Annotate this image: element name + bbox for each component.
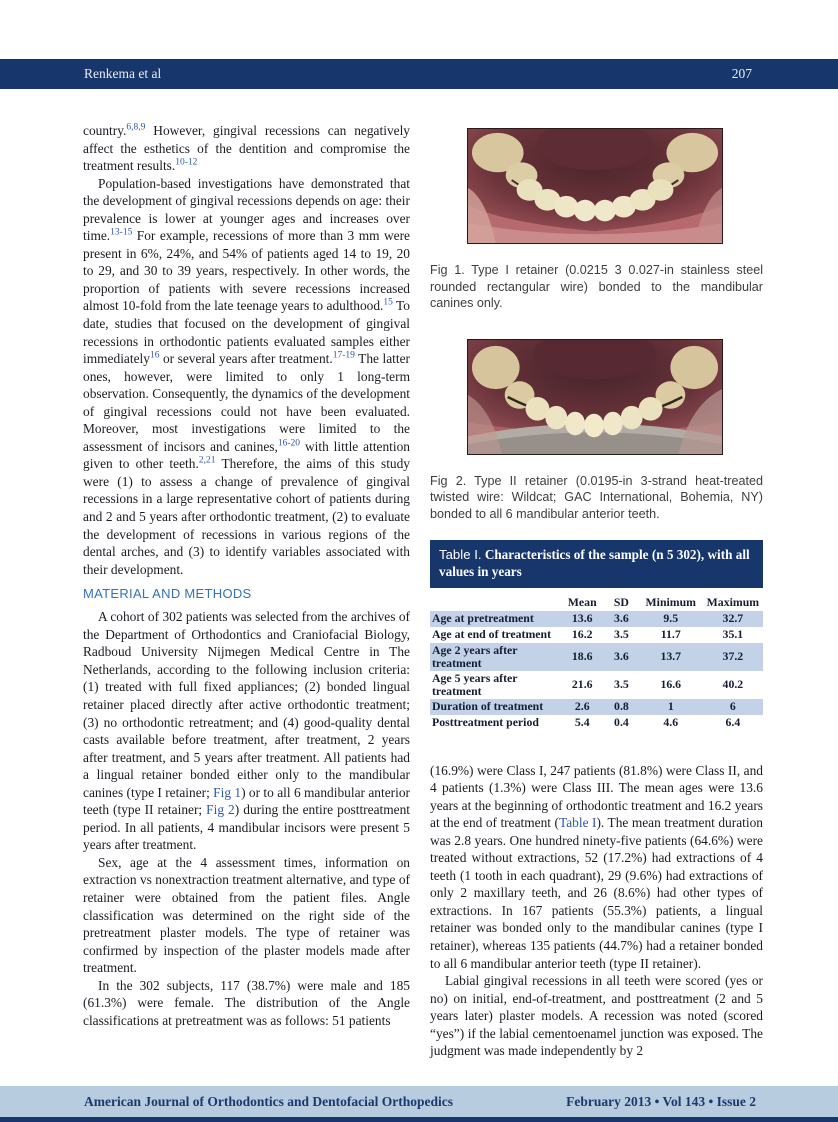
cell-value: 1 [667, 699, 674, 714]
cell-value: 0.8 [614, 699, 629, 714]
table-row [430, 627, 763, 643]
paragraph [430, 972, 763, 1060]
table-1-title-text: Characteristics of the sample (n 5 302), with all values in years [439, 546, 750, 580]
table-header-row [430, 595, 763, 611]
cell-value: 5.4 [574, 715, 590, 730]
column-header: Maximum [706, 595, 760, 610]
paragraph [430, 762, 763, 973]
cell-value: 40.2 [722, 677, 744, 692]
cell-value: 6 [729, 699, 736, 714]
paragraph [83, 175, 410, 579]
text-run: In the 302 subjects, 117 (38.7%) were male and 185 (61.3%) were female. The distribution of the Angle classifications at pretreatment was as follows: 51 patients [83, 977, 410, 1028]
row-label: Age at pretreatment [432, 611, 534, 626]
cell-value: 37.2 [722, 649, 744, 664]
cell-value: 11.7 [660, 627, 681, 642]
table-row [430, 611, 763, 627]
table-header-empty [430, 595, 560, 611]
cross-reference-link[interactable]: Table I [558, 815, 597, 831]
cell-value: 13.7 [660, 649, 682, 664]
table-row [430, 699, 763, 715]
text-run: However, gingival recessions can negatively affect the esthetics of the dentition and compromise the treatment results. [83, 123, 410, 174]
figure-2-label: Fig 2. [430, 473, 467, 488]
text-run: country. [83, 123, 127, 138]
table-1-title [430, 540, 763, 588]
methods-paragraphs [83, 608, 410, 1029]
table-row [430, 671, 763, 699]
cell-value: 21.6 [571, 677, 593, 692]
cell-value: 16.6 [660, 677, 682, 692]
text-run: ) or to all 6 mandibular anterior teeth (type II retainer; [83, 784, 410, 818]
intro-paragraphs [83, 122, 410, 578]
reference-link[interactable]: 6,8,9 [126, 122, 146, 133]
cross-reference-link[interactable]: Fig 1 [213, 784, 242, 800]
cell-value: 35.1 [722, 627, 744, 642]
cell-value: 2.6 [574, 699, 590, 714]
cell-value: 13.6 [571, 611, 593, 626]
table-1-label: Table I. [439, 546, 482, 562]
figure-1-label: Fig 1. [430, 263, 465, 277]
page-footer [0, 1086, 838, 1117]
paragraph [83, 122, 410, 175]
figure-2-caption [430, 473, 763, 523]
text-run: or several years after treatment. [159, 351, 333, 367]
row-label: Age 5 years after treatment [432, 670, 518, 698]
paragraph [83, 977, 410, 1030]
footer-rule [0, 1117, 838, 1122]
results-paragraphs [430, 762, 763, 1060]
reference-link[interactable]: 2,21 [198, 455, 216, 466]
cell-value: 0.4 [614, 715, 629, 730]
text-run: (16.9%) were Class I, 247 patients (81.8%) were Class II, and 4 patients (1.3%) were Class III. The mean ages were 13.6 years at the beginning of orthodontic treatment and 16.2 years at the end of treatment ( [430, 762, 763, 831]
column-header: Mean [567, 595, 597, 610]
table-1-grid [430, 595, 763, 731]
cell-value: 3.6 [614, 649, 629, 664]
cell-value: 4.6 [663, 715, 679, 730]
cell-value: 3.5 [614, 627, 629, 642]
paragraph [83, 854, 410, 977]
table-1 [430, 540, 763, 731]
right-column [430, 122, 763, 1060]
reference-link[interactable]: 13-15 [110, 227, 133, 238]
figure-1-caption [430, 262, 763, 312]
paragraph [83, 608, 410, 854]
text-run: ). The mean treatment duration was 2.8 years. One hundred ninety-five patients (64.6%) were treated without extractions, 52 (17.2%) had extractions of 4 teeth (1 tooth in each quadrant), 29 (9.6%) had extractions of only 2 maxillary teeth, and 26 (8.6%) had other types of extractions. In 167 patients (55.3%) patients, a lingual retainer was bonded only to the mandibular canines (type I retainer), whereas 135 patients (44.7%) had a retainer bonded to all 6 mandibular anterior teeth (type II retainer). [430, 815, 763, 971]
figure-1-caption-text: Type I retainer (0.0215 3 0.027-in stainless steel rounded rectangular wire) bonded to the mandibular canines only. [430, 263, 763, 311]
text-run: with little attention given to other teeth. [83, 438, 411, 472]
row-label: Duration of treatment [432, 699, 544, 714]
reference-link[interactable]: 17-19 [332, 350, 355, 361]
row-label: Age at end of treatment [432, 627, 552, 642]
figure-1-photo [467, 128, 723, 244]
text-run: Population-based investigations have demonstrated that the development of gingival recessions depends on age: their prevalence is lower at younger ages and increases over time. [83, 175, 410, 244]
running-head-author: Renkema et al [84, 66, 162, 81]
section-heading-material-and-methods: MATERIAL AND METHODS [83, 586, 252, 602]
cell-value: 9.5 [663, 611, 679, 626]
cross-reference-link[interactable]: Fig 2 [206, 802, 235, 818]
row-label: Age 2 years after treatment [432, 642, 518, 670]
table-row [430, 643, 763, 671]
text-run: To date, studies that focused on the development of gingival recessions in orthodontic patients evaluated samples either immediately [83, 298, 410, 367]
text-run: For example, recessions of more than 3 mm were present in 6%, 24%, and 54% of patients aged 14 to 19, 20 to 29, and 30 to 39 years, respectively. In other words, the proportion of patients with severe recessions increased almost 10-fold from the late teenage years to adulthood. [83, 228, 410, 314]
cell-value: 3.6 [614, 611, 629, 626]
row-label: Posttreatment period [432, 715, 539, 730]
reference-link[interactable]: 16-20 [277, 438, 301, 449]
cell-value: 16.2 [571, 627, 593, 642]
reference-link[interactable]: 10-12 [175, 157, 198, 168]
left-column [83, 122, 410, 1029]
text-run: Sex, age at the 4 assessment times, information on extraction vs nonextraction treatment alternative, and type of retainer were obtained from the patient files. Angle classification was determined on the right side of the pretreatment plaster models. The type of retainer was confirmed by inspection of the plaster models made after treatment. [83, 854, 410, 976]
table-row [430, 715, 763, 731]
reference-link[interactable]: 16 [149, 350, 160, 361]
text-run: ) during the entire posttreatment period. In all patients, 4 mandibular incisors were present 5 years after treatment. [83, 802, 411, 853]
figure-2-caption-text: Type II retainer (0.0195-in 3-strand heat-treated twisted wire: Wildcat; GAC International, Bohemia, NY) bonded to all 6 mandibular anterior teeth. [430, 473, 763, 521]
text-run: Labial gingival recessions in all teeth were scored (yes or no) on initial, end-of-treatment, and posttreatment (2 and 5 years later) plaster models. A recession was noted (scored “yes”) if the labial cementoenamel junction was exposed. The judgment was made independently by 2 [430, 973, 763, 1059]
figure-2-photo [467, 339, 723, 455]
cell-value: 32.7 [722, 611, 744, 626]
text-run: Therefore, the aims of this study were (1) to assess a change of prevalence of gingival recessions in a large representative cohort of patients during and 2 and 5 years after orthodontic treatment, (2) to evaluate the development of recessions in various regions of the dental arches, and (3) to identify variables associated with their development. [83, 456, 411, 577]
page-number: 207 [731, 66, 752, 81]
cell-value: 18.6 [571, 649, 593, 664]
text-run: The latter ones, however, were limited to only 1 long-term observation. Consequently, the dynamics of the development of gingival recessions could not have been evaluated. Moreover, most investigations were limited to the assessment of incisors and canines, [83, 351, 411, 454]
cell-value: 6.4 [725, 715, 741, 730]
cell-value: 3.5 [614, 677, 629, 692]
column-header: SD [613, 595, 629, 610]
issue-info: February 2013 • Vol 143 • Issue 2 [566, 1093, 756, 1109]
reference-link[interactable]: 15 [383, 298, 393, 308]
text-run: A cohort of 302 patients was selected from the archives of the Department of Orthodontics and Craniofacial Biology, Radboud University Nijmegen Medical Centre in The Netherlands, according to the following inclusion criteria: (1) treated with full fixed appliances; (2) bonded lingual retainer placed directly after active orthodontic treatment; (3) no orthodontic retreatment; and (4) good-quality dental casts available before treatment, after treatment, 2 years after treatment, and 5 years after treatment. All patients had a lingual retainer bonded either only to the mandibular canines (type I retainer; [83, 609, 410, 800]
journal-name: American Journal of Orthodontics and Dentofacial Orthopedics [84, 1093, 453, 1109]
page-header [0, 59, 838, 89]
column-header: Minimum [645, 595, 696, 610]
